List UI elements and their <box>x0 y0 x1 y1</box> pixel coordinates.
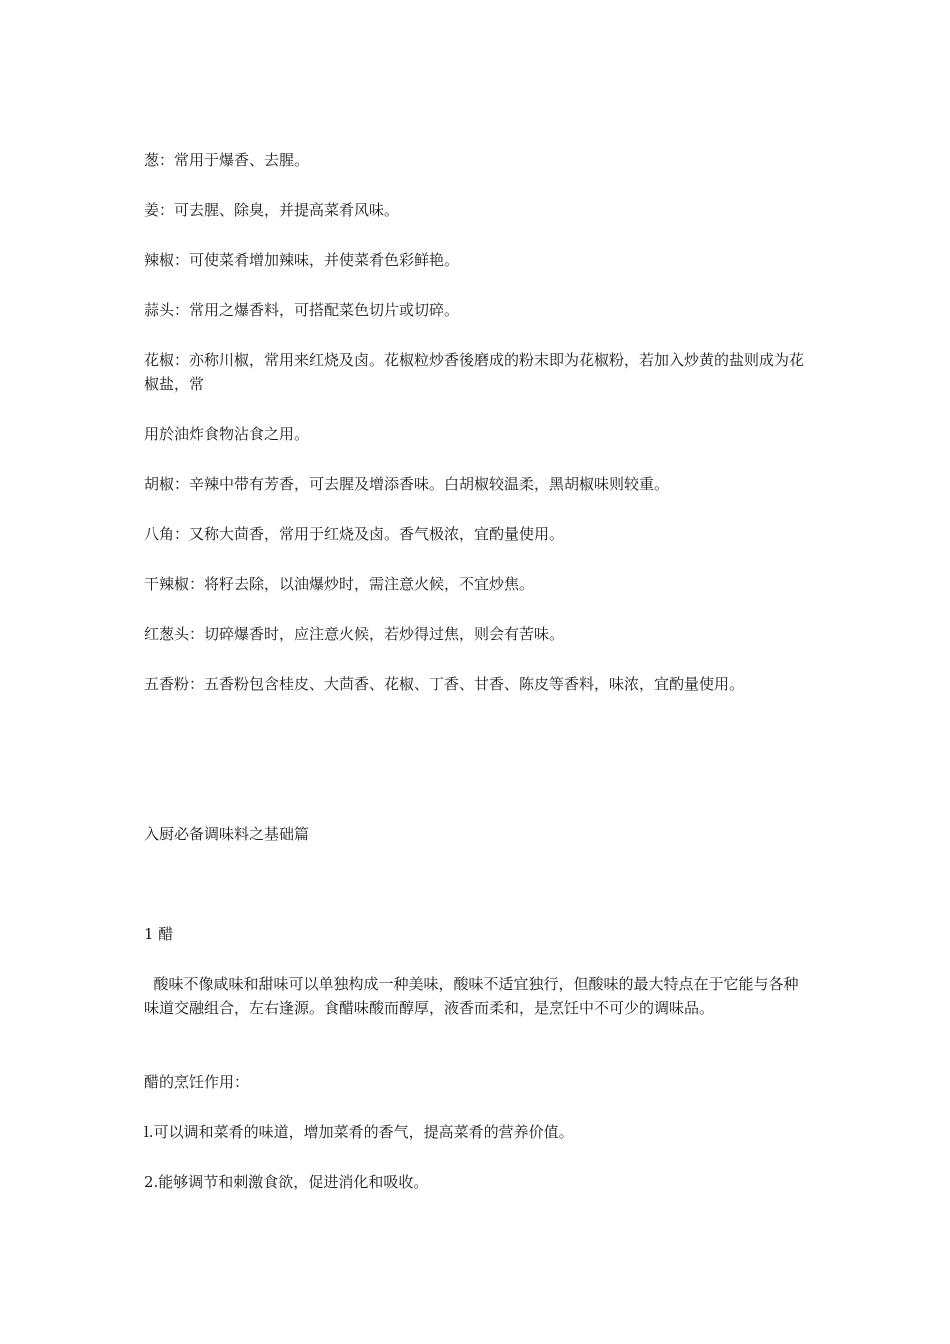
spice-hongcongtou: 红葱头：切碎爆香时，应注意火候，若炒得过焦，则会有苦味。 <box>144 625 565 643</box>
spice-huajiao: 花椒：亦称川椒，常用来红烧及卤。花椒粒炒香後磨成的粉末即为花椒粉，若加入炒黄的盐则成为花椒盐，常 <box>144 351 805 393</box>
spice-hujiao: 胡椒：辛辣中带有芳香，可去腥及增添香味。白胡椒较温柔，黑胡椒味则较重。 <box>144 475 670 493</box>
vinegar-use-item: 2.能够调节和刺激食欲，促进消化和吸收。 <box>144 1173 429 1191</box>
vinegar-uses-heading: 醋的烹饪作用： <box>144 1073 250 1091</box>
section-title: 入厨必备调味料之基础篇 <box>144 825 310 843</box>
spice-bajiao: 八角：又称大茴香，常用于红烧及卤。香气极浓，宜酌量使用。 <box>144 525 565 543</box>
spice-cong: 葱：常用于爆香、去腥。 <box>144 151 310 169</box>
spice-suantou: 蒜头：常用之爆香料，可搭配菜色切片或切碎。 <box>144 301 460 319</box>
vinegar-use-item: l.可以调和菜肴的味道，增加菜肴的香气，提高菜肴的营养价值。 <box>144 1123 574 1141</box>
vinegar-heading: 1 醋 <box>144 925 174 943</box>
spice-wuxiangfen: 五香粉：五香粉包含桂皮、大茴香、花椒、丁香、甘香、陈皮等香料，味浓，宜酌量使用。 <box>144 675 745 693</box>
vinegar-intro: 酸味不像咸味和甜味可以单独构成一种美味，酸味不适宜独行，但酸味的最大特点在于它能与各种味道交融组合，左右逢源。食醋味酸而醇厚，液香而柔和，是烹饪中不可少的调味品。 <box>144 975 799 1017</box>
spice-ganlajiao: 干辣椒：将籽去除，以油爆炒时，需注意火候，不宜炒焦。 <box>144 575 535 593</box>
spice-huajiao-continued: 用於油炸食物沾食之用。 <box>144 425 310 443</box>
spice-lajiao: 辣椒：可使菜肴增加辣味，并使菜肴色彩鲜艳。 <box>144 251 460 269</box>
spice-jiang: 姜：可去腥、除臭，并提高菜肴风味。 <box>144 201 400 219</box>
